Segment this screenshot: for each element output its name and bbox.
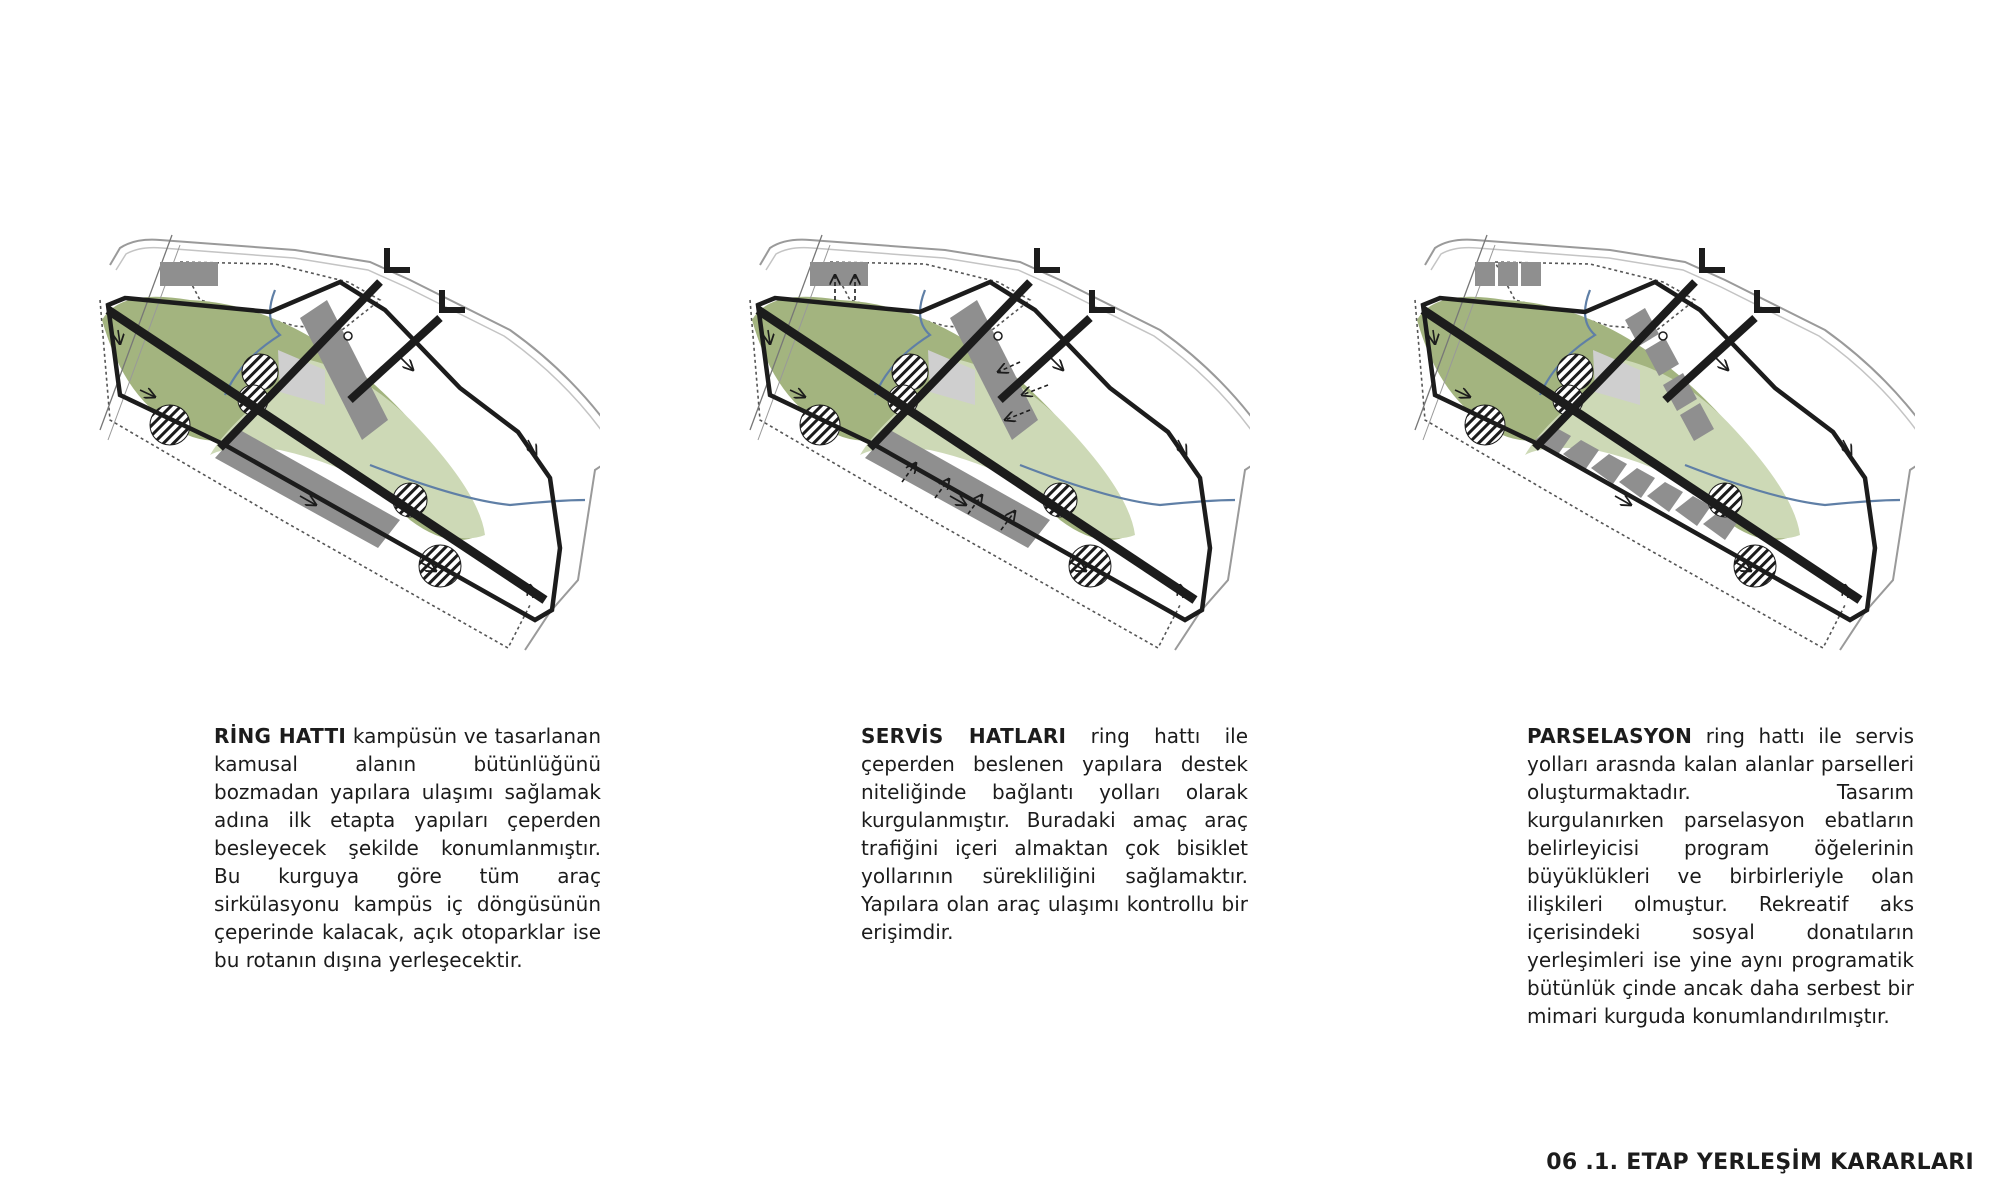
ring-hatti-heading: RİNG HATTI [214,724,347,748]
diagram-parselasyon [1395,0,1915,700]
ring-hatti-body: kampüsün ve tasarlanan kamusal alanın bütünlüğünü bozmadan yapılara ulaşımı sağlamak adına ilk etapta yapıları çeperden besleyecek şekilde konumlanmıştır. Bu kurguya göre tüm araç sirkülasyonu kampüs iç döngüsünün çeperinde kalacak, açık otoparklar ise bu rotanın dışına yerleşecektir. [214,724,601,972]
parselasyon-heading: PARSELASYON [1527,724,1693,748]
cross-axis-east [1665,318,1755,400]
parking-building [810,262,868,286]
parselasyon-description [1527,722,1914,1030]
section-marker-north [387,248,410,270]
ring-hatti-description [214,722,601,974]
section-marker-north [1037,248,1060,270]
diagram-servis-hatlari [730,0,1250,700]
node-point [344,332,352,340]
cross-axis-east [350,318,440,400]
parcel-south-3 [1591,454,1627,484]
servis-hatlari-heading: SERVİS HATLARI [861,724,1067,748]
section-marker-east [442,290,465,310]
section-marker-east [1092,290,1115,310]
parselasyon-body: ring hattı ile servis yolları arasnda kalan alanlar parselleri oluşturmaktadır. Tasarım kurgulanırken parselasyon ebatların belirleyicisi program öğelerinin büyüklükleri ve birbirleriyle olan ilişkileri olmuştur. Rekreatif aks içerisindeki sosyal donatıların yerleşimleri ise yine aynı programatik bütünlük çinde ancak daha serbest bir mimari kurguda konumlandırılmıştır. [1527,724,1914,1028]
section-marker-east [1757,290,1780,310]
servis-hatlari-description [861,722,1248,946]
diagram-ring-hatti [80,0,600,700]
amenity-hatched-1 [242,354,278,390]
servis-hatlari-body: ring hattı ile çeperden beslenen yapılara destek niteliğinde bağlantı yolları olarak kurgulanmıştır. Buradaki amaç araç trafiğini içeri almaktan çok bisiklet yollarının sürekliliğini sağlamaktır. Yapılara olan araç ulaşımı kontrollu bir erişimdir. [861,724,1249,944]
cross-axis-east [1000,318,1090,400]
ring-direction-arrow-6 [1050,357,1063,370]
amenity-hatched-1 [1557,354,1593,390]
page-footer-title: 06 .1. ETAP YERLEŞİM KARARLARI [1546,1150,1974,1175]
section-marker-north [1702,248,1725,270]
ring-direction-arrow-6 [1715,357,1728,370]
parking-parcel-2 [1498,262,1518,286]
amenity-hatched-1 [892,354,928,390]
node-point [994,332,1002,340]
ring-direction-arrow-6 [400,357,413,370]
parking-parcel-1 [1475,262,1495,286]
node-point [1659,332,1667,340]
parking-building [160,262,218,286]
parking-parcel-3 [1521,262,1541,286]
